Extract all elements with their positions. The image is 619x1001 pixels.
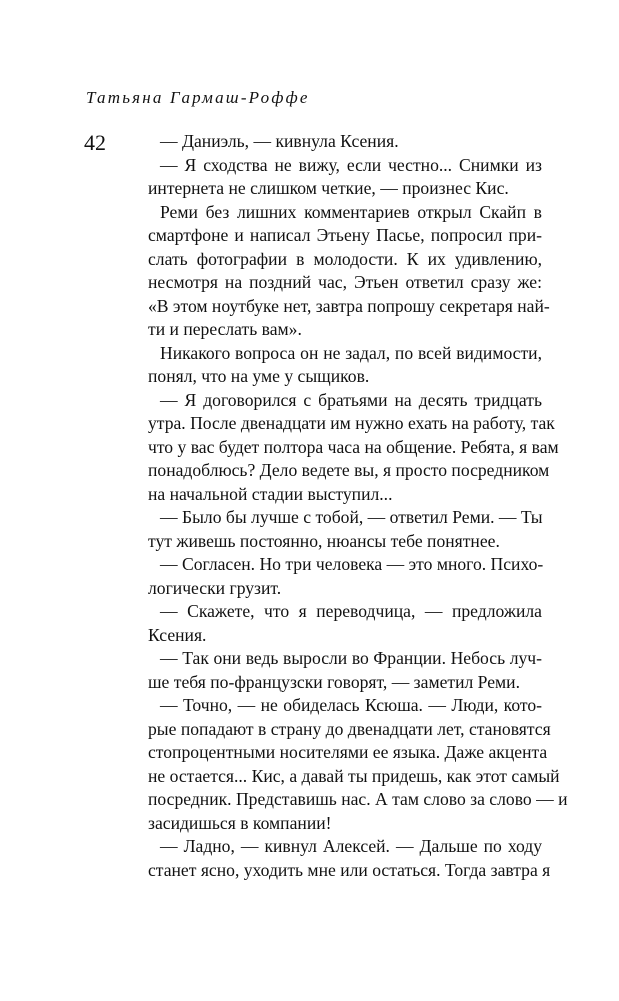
text-line: смартфоне и написал Этьену Пасье, попросил при- [148, 225, 542, 245]
text-line: что у вас будет полтора часа на общение. Ребята, я вам [148, 436, 559, 457]
text-line: стопроцентными носителями ее языка. Даже акцента [148, 742, 548, 762]
text-line: — Я сходства не вижу, если честно... Снимки из [160, 154, 542, 175]
text-line: утра. После двенадцати им нужно ехать на работу, так [148, 413, 555, 433]
text-line: слать фотографии в молодости. К их удивлению, [148, 248, 542, 269]
text-line: не остается... Кис, а давай ты придешь, как этот самый [148, 765, 560, 786]
text-line: Никакого вопроса он не задал, по всей видимости, [160, 342, 542, 363]
text-line: станет ясно, уходить мне или остаться. Тогда завтра я [148, 859, 551, 880]
text-line: — Так они ведь выросли во Франции. Небось луч- [160, 648, 542, 668]
text-line: Ксения. [148, 624, 207, 645]
text-line: понадоблюсь? Дело ведете вы, я просто посредником [148, 460, 550, 480]
text-line: ше тебя по-французски говорят, — заметил Реми. [148, 671, 520, 692]
text-line: несмотря на поздний час, Этьен ответил сразу же: [148, 272, 542, 292]
text-line: — Было бы лучше с тобой, — ответил Реми. — Ты [160, 507, 543, 527]
text-line: тут живешь постоянно, нюансы тебе понятнее. [148, 530, 500, 551]
text-line: — Я договорился с братьями на десять тридцать [160, 389, 542, 410]
text-line: — Даниэль, — кивнула Ксения. [160, 131, 399, 151]
text-line: ти и переслать вам». [148, 319, 302, 339]
text-line: посредник. Представишь нас. А там слово за слово — и [148, 789, 568, 809]
text-line: на начальной стадии выступил... [148, 483, 393, 504]
text-line: понял, что на уме у сыщиков. [148, 366, 370, 386]
body-text [148, 130, 568, 882]
text-line: — Ладно, — кивнул Алексей. — Дальше по ходу [160, 836, 542, 856]
text-line: — Скажете, что я переводчица, — предложила [160, 601, 542, 621]
page-number: 42 [84, 130, 106, 155]
text-line: — Точно, — не обиделась Ксюша. — Люди, кото- [160, 695, 542, 715]
text-line: Реми без лишних комментариев открыл Скайп в [160, 201, 542, 222]
text-line: — Согласен. Но три человека — это много. Психо- [160, 554, 544, 574]
text-line: логически грузит. [148, 577, 282, 598]
running-head: Татьяна Гармаш-Роффе [86, 88, 310, 107]
text-line: «В этом ноутбуке нет, завтра попрошу секретаря най- [148, 295, 550, 316]
text-line: интернета не слишком четкие, — произнес Кис. [148, 178, 509, 198]
text-line: рые попадают в страну до двенадцати лет, становятся [148, 718, 551, 739]
text-line: засидишься в компании! [148, 812, 332, 833]
